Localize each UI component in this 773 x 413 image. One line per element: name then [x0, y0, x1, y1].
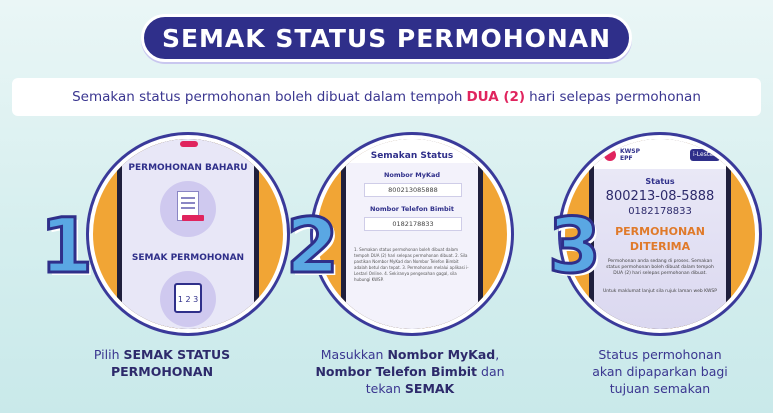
menu-item-semak-permohonan[interactable]: SEMAK PERMOHONAN	[131, 253, 245, 263]
subtitle-text-end: hari selepas permohonan	[529, 89, 701, 105]
subtitle-text: Semakan status permohonan boleh dibuat dalam tempoh	[72, 89, 463, 105]
status-phone: 0182178833	[628, 206, 692, 217]
step-2-caption	[310, 346, 510, 397]
phone-label: Nombor Telefon Bimbit	[369, 205, 454, 213]
status-id: 800213-08-5888	[605, 189, 715, 204]
instructions-list: 1. Semakan status permohonan boleh dibuat dalam tempoh DUA (2) hari selepas permohonan dibuat. 2. Sila pastikan Nombor MyKad dan Nombor Telefon Bimbit adalah betul dan tepat. 3. Permohonan melalui aplikasi i-Lestari Online. 4. Sekiranya pengesahan gagal, sila hubungi KWSP.	[354, 247, 469, 282]
menu-item-permohonan-baharu[interactable]: PERMOHONAN BAHARU	[128, 163, 248, 173]
form-title: Semakan Status	[346, 139, 478, 163]
step-1-number: 1	[40, 201, 93, 290]
status-detail: Permohonan anda sedang di proses. Semakan status permohonan boleh dibuat dalam tempoh DUA (2) hari selepas permohonan dibuat.	[606, 259, 714, 276]
i-lestari-badge: i-Lestari	[690, 149, 720, 161]
step-2-number: 2	[286, 201, 339, 290]
caption-text: dan tekan	[365, 364, 505, 396]
mykad-field[interactable]: 800213085888	[364, 183, 462, 197]
calendar-glyph: 1 2 3	[174, 283, 202, 313]
phone-screen	[594, 139, 726, 333]
status-result-line-1: PERMOHONAN	[615, 225, 705, 238]
caption-bold: SEMAK	[404, 381, 455, 396]
phone-screen	[346, 139, 478, 333]
caption-text: Pilih	[93, 347, 124, 362]
page-title: SEMAK STATUS PERMOHONAN	[141, 14, 632, 62]
app-header	[594, 139, 726, 169]
caption-bold: Nombor MyKad	[387, 347, 496, 362]
phone-frame	[589, 135, 731, 333]
document-icon[interactable]	[160, 181, 216, 237]
step-2-illustration	[313, 135, 511, 333]
step-3-caption: Status permohonan akan dipaparkan bagi tujuan semakan	[592, 347, 728, 396]
phone-field[interactable]: 0182178833	[364, 217, 462, 231]
kwsp-wordmark: KWSP EPF	[620, 148, 640, 162]
caption-bold: Nombor Telefon Bimbit	[315, 364, 478, 379]
subtitle-highlight: DUA (2)	[466, 89, 526, 105]
status-footer: Untuk maklumat lanjut sila rujuk laman web KWSP	[603, 289, 717, 294]
phone-frame	[117, 135, 259, 333]
stamp-icon	[182, 215, 204, 221]
subtitle-banner	[12, 78, 761, 116]
status-result-line-2: DITERIMA	[629, 240, 691, 253]
menu-tag-icon	[180, 141, 198, 147]
phone-frame	[341, 135, 483, 333]
mykad-label: Nombor MyKad	[383, 171, 441, 179]
kwsp-logo-icon	[604, 149, 616, 161]
caption-bold: SEMAK STATUS PERMOHONAN	[110, 347, 231, 379]
step-3-number: 3	[548, 201, 601, 290]
status-label: Status	[645, 177, 675, 186]
caption-text: Masukkan	[320, 347, 388, 362]
phone-screen	[122, 139, 254, 333]
caption-text: ,	[495, 347, 500, 362]
step-1-illustration	[89, 135, 287, 333]
step-1-caption	[72, 346, 252, 380]
calendar-icon[interactable]	[160, 271, 216, 327]
